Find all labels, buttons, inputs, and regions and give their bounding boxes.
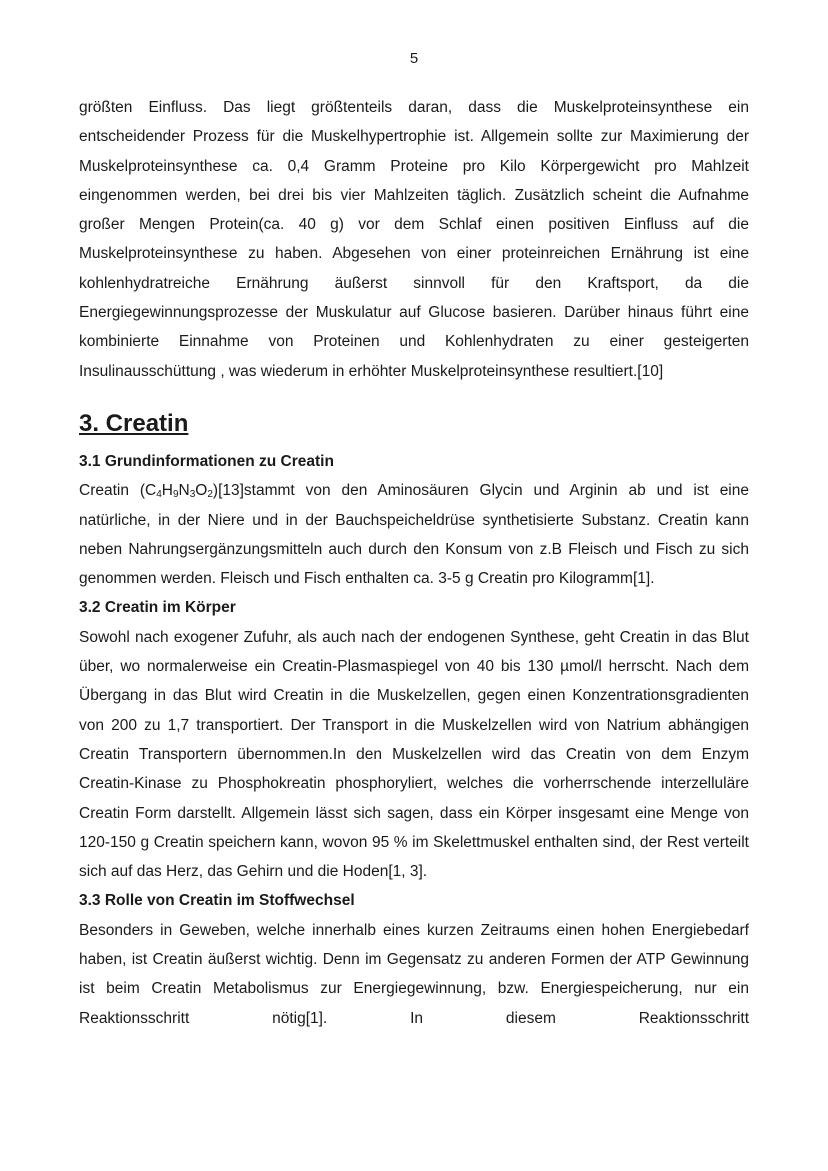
subsection-heading-3-2: 3.2 Creatin im Körper [79, 599, 236, 617]
paragraph-3-1 [79, 476, 749, 593]
paragraph-3-1-pre: Creatin ( [79, 482, 145, 500]
paragraph-3-2: Sowohl nach exogener Zufuhr, als auch nach der endogenen Synthese, geht Creatin in das Blut über, wo normalerweise ein Creatin-Plasmaspiegel von 40 bis 130 µmol/l herrscht. Nach dem Übergang in das Blut wird Creatin in die Muskelzellen, gegen einen Konzentrationsgradienten von 200 zu 1,7 transportiert. Der Transport in die Muskelzellen wird von Natrium abhängigen Creatin Transportern übernommen.In den Muskelzellen wird das Creatin von dem Enzym Creatin-Kinase zu Phosphokreatin phosphoryliert, welches die vorherrschende interzelluläre Creatin Form darstellt. Allgemein lässt sich sagen, dass ein Körper insgesamt eine Menge von 120-150 g Creatin speichern kann, wovon 95 % im Skelettmuskel enthalten sind, der Rest verteilt sich auf das Herz, das Gehirn und die Hoden[1, 3]. [79, 628, 749, 881]
document-body [79, 93, 749, 1033]
page-number: 5 [409, 50, 419, 67]
paragraph-3-3: Besonders in Geweben, welche innerhalb eines kurzen Zeitraums einen hohen Energiebedarf haben, ist Creatin äußerst wichtig. Denn im Gegensatz zu anderen Formen der ATP Gewinnung ist beim Creatin Metabolismus zur Energiegewinnung, bzw. Energiespeicherung, nur ein Reaktionsschritt nötig[1]. In diesem Reaktionsschritt [79, 921, 749, 1027]
subsection-heading-3-1: 3.1 Grundinformationen zu Creatin [79, 452, 334, 470]
paragraph-3-1-post: )[13]stammt von den Aminosäuren Glycin und Arginin ab und ist eine natürliche, in der Niere und in der Bauchspeicheldrüse synthetisierte Substanz. Creatin kann neben Nahrungsergänzungsmitteln auch durch den Konsum von z.B Fleisch und Fisch zu sich genommen werden. Fleisch und Fisch enthalten ca. 3-5 g Creatin pro Kilogramm[1]. [79, 482, 749, 588]
section-title-creatin: 3. Creatin [79, 409, 189, 437]
chemical-formula: $C_4H_9N_3O_2$ [145, 482, 213, 501]
subsection-heading-3-3: 3.3 Rolle von Creatin im Stoffwechsel [79, 892, 355, 910]
intro-paragraph: größten Einfluss. Das liegt größtenteils daran, dass die Muskelproteinsynthese ein entscheidender Prozess für die Muskelhypertrophie ist. Allgemein sollte zur Maximierung der Muskelproteinsynthese ca. 0,4 Gramm Proteine pro Kilo Körpergewicht pro Mahlzeit eingenommen werden, bei drei bis vier Mahlzeiten täglich. Zusätzlich scheint die Aufnahme großer Mengen Protein(ca. 40 g) vor dem Schlaf einen positiven Einfluss auf die Muskelproteinsynthese zu haben. Abgesehen von einer proteinreichen Ernährung ist eine kohlenhydratreiche Ernährung äußerst sinnvoll für den Kraftsport, da die Energiegewinnungsprozesse der Muskulatur auf Glucose basieren. Darüber hinaus führt eine kombinierte Einnahme von Proteinen und Kohlenhydraten zu einer gesteigerten Insulinausschüttung , was wiederum in erhöhter Muskelproteinsynthese resultiert.[10] [79, 99, 749, 380]
